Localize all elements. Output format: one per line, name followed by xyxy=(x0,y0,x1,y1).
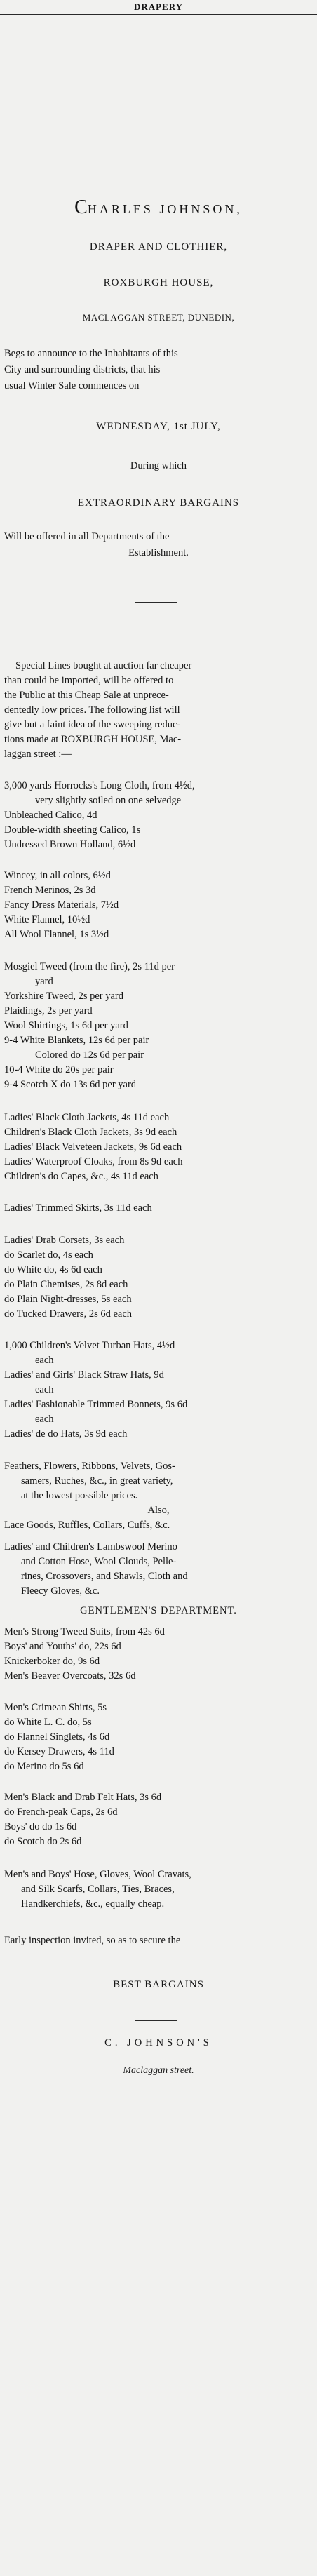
list-item: Handkerchiefs, &c., equally cheap. xyxy=(21,1898,165,1910)
list-item: 10-4 White do 20s per pair xyxy=(4,1064,114,1075)
list-item: French Merinos, 2s 3d xyxy=(4,885,96,896)
list-item: and Silk Scarfs, Collars, Ties, Braces, xyxy=(21,1884,175,1895)
text-line: tions made at ROXBURGH HOUSE, Mac- xyxy=(4,734,182,745)
list-item: each xyxy=(35,1414,54,1425)
list-item: do White do, 4s 6d each xyxy=(4,1264,102,1275)
list-item: Ladies' Waterproof Cloaks, from 8s 9d each xyxy=(4,1156,183,1167)
list-item: All Wool Flannel, 1s 3½d xyxy=(4,929,109,940)
list-item: do Scarlet do, 4s each xyxy=(4,1249,93,1261)
list-item: Ladies' Black Velveteen Jackets, 9s 6d each xyxy=(4,1141,182,1153)
list-item: Wool Shirtings, 1s 6d per yard xyxy=(4,1020,128,1031)
list-item: Unbleached Calico, 4d xyxy=(4,810,97,821)
list-item: Also, xyxy=(147,1505,170,1516)
text-line: Begs to announce to the Inhabitants of this xyxy=(4,348,178,359)
merchant-name-initial: C xyxy=(74,196,88,218)
list-item: Ladies' and Girls' Black Straw Hats, 9d xyxy=(4,1369,164,1381)
list-item: each xyxy=(35,1384,54,1395)
list-item: Plaidings, 2s per yard xyxy=(4,1005,93,1017)
list-item: Boys' do do 1s 6d xyxy=(4,1821,77,1832)
list-item: do Scotch do 2s 6d xyxy=(4,1836,82,1847)
list-item: Ladies' de do Hats, 3s 9d each xyxy=(4,1428,128,1440)
text-line: City and surrounding districts, that his xyxy=(4,364,161,375)
early-inspection: Early inspection invited, so as to secure the xyxy=(4,1935,181,1946)
merchant-subtitle: DRAPER AND CLOTHIER, xyxy=(89,241,228,253)
list-item: Ladies' Fashionable Trimmed Bonnets, 9s 6d xyxy=(4,1399,188,1410)
list-item: Undressed Brown Holland, 6½d xyxy=(4,839,136,850)
list-item: Men's Crimean Shirts, 5s xyxy=(4,1702,107,1713)
sale-date: WEDNESDAY, 1st JULY, xyxy=(96,421,221,432)
list-item: yard xyxy=(35,976,53,987)
merchant-name xyxy=(0,196,317,219)
bargains-heading: EXTRAORDINARY BARGAINS xyxy=(77,497,240,509)
list-item: Yorkshire Tweed, 2s per yard xyxy=(4,991,124,1002)
text-line: the Public at this Cheap Sale at unprece- xyxy=(4,690,169,701)
list-item: Men's Black and Drab Felt Hats, 3s 6d xyxy=(4,1792,162,1803)
list-item: each xyxy=(35,1355,54,1366)
list-item: Fleecy Gloves, &c. xyxy=(21,1585,100,1597)
during-which: During which xyxy=(130,460,187,471)
divider xyxy=(135,602,177,603)
list-item: Double-width sheeting Calico, 1s xyxy=(4,824,141,836)
list-item: Ladies' Drab Corsets, 3s each xyxy=(4,1235,125,1246)
list-item: do Plain Night-dresses, 5s each xyxy=(4,1294,132,1305)
list-item: Fancy Dress Materials, 7½d xyxy=(4,899,119,911)
text-line: Will be offered in all Departments of the xyxy=(4,531,170,542)
footer-street: Maclaggan street. xyxy=(123,2065,194,2076)
list-item: Colored do 12s 6d per pair xyxy=(35,1049,144,1061)
list-item: do Merino do 5s 6d xyxy=(4,1761,84,1772)
list-item: White Flannel, 10½d xyxy=(4,914,90,925)
list-item: do French-peak Caps, 2s 6d xyxy=(4,1806,118,1818)
list-item: Boys' and Youths' do, 22s 6d xyxy=(4,1641,121,1652)
list-item: 3,000 yards Horrocks's Long Cloth, from 4½d, xyxy=(4,780,195,791)
gents-heading: GENTLEMEN'S DEPARTMENT. xyxy=(80,1605,237,1616)
text-line: Special Lines bought at auction far cheaper xyxy=(15,660,192,671)
list-item: do Flannel Singlets, 4s 6d xyxy=(4,1731,110,1743)
text-line: usual Winter Sale commences on xyxy=(4,380,140,391)
list-item: do Plain Chemises, 2s 8d each xyxy=(4,1279,128,1290)
footer-name: C. JOHNSON'S xyxy=(104,2037,213,2048)
list-item: do Kersey Drawers, 4s 11d xyxy=(4,1746,114,1757)
list-item: at the lowest possible prices. xyxy=(21,1490,138,1501)
list-item: 1,000 Children's Velvet Turban Hats, 4½d xyxy=(4,1340,175,1351)
list-item: Men's Beaver Overcoats, 32s 6d xyxy=(4,1670,136,1682)
list-item: Knickerboker do, 9s 6d xyxy=(4,1656,100,1667)
section-heading: DRAPERY xyxy=(133,1,184,12)
list-item: samers, Ruches, &c., in great variety, xyxy=(21,1475,173,1487)
list-item: Men's Strong Tweed Suits, from 42s 6d xyxy=(4,1626,165,1637)
store-address: MACLAGGAN STREET, DUNEDIN, xyxy=(82,312,235,323)
list-item: Ladies' Black Cloth Jackets, 4s 11d each xyxy=(4,1112,170,1123)
list-item: Ladies' Trimmed Skirts, 3s 11d each xyxy=(4,1202,152,1214)
list-item: Men's and Boys' Hose, Gloves, Wool Cravats, xyxy=(4,1869,191,1880)
list-item: do Tucked Drawers, 2s 6d each xyxy=(4,1308,133,1320)
list-item: Wincey, in all colors, 6½d xyxy=(4,870,111,881)
list-item: Children's do Capes, &c., 4s 11d each xyxy=(4,1171,158,1182)
list-item: 9-4 Scotch X do 13s 6d per yard xyxy=(4,1079,137,1090)
text-line: dentedly low prices. The following list will xyxy=(4,704,180,716)
store-name: ROXBURGH HOUSE, xyxy=(103,277,214,288)
text-line: give but a faint idea of the sweeping reduc- xyxy=(4,719,181,730)
merchant-name-rest: HARLES JOHNSON, xyxy=(87,202,243,216)
list-item: Feathers, Flowers, Ribbons, Velvets, Gos- xyxy=(4,1461,175,1472)
list-item: and Cotton Hose, Wool Clouds, Pelle- xyxy=(21,1556,177,1567)
header-bar xyxy=(0,0,317,15)
list-item: do White L. C. do, 5s xyxy=(4,1717,92,1728)
list-item: rines, Crossovers, and Shawls, Cloth and xyxy=(21,1571,188,1582)
text-line: laggan street :— xyxy=(4,749,72,760)
text-line: Establishment. xyxy=(128,547,189,558)
list-item: Children's Black Cloth Jackets, 3s 9d each xyxy=(4,1127,177,1138)
best-bargains: BEST BARGAINS xyxy=(113,1979,204,1990)
list-item: Mosgiel Tweed (from the fire), 2s 11d per xyxy=(4,961,175,972)
list-item: very slightly soiled on one selvedge xyxy=(35,795,182,806)
list-item: Ladies' and Children's Lambswool Merino xyxy=(4,1541,177,1552)
list-item: 9-4 White Blankets, 12s 6d per pair xyxy=(4,1035,149,1046)
text-line: than could be imported, will be offered to xyxy=(4,675,174,686)
divider xyxy=(135,2020,177,2021)
header-rule xyxy=(0,14,317,15)
list-item: Lace Goods, Ruffles, Collars, Cuffs, &c. xyxy=(4,1520,170,1531)
